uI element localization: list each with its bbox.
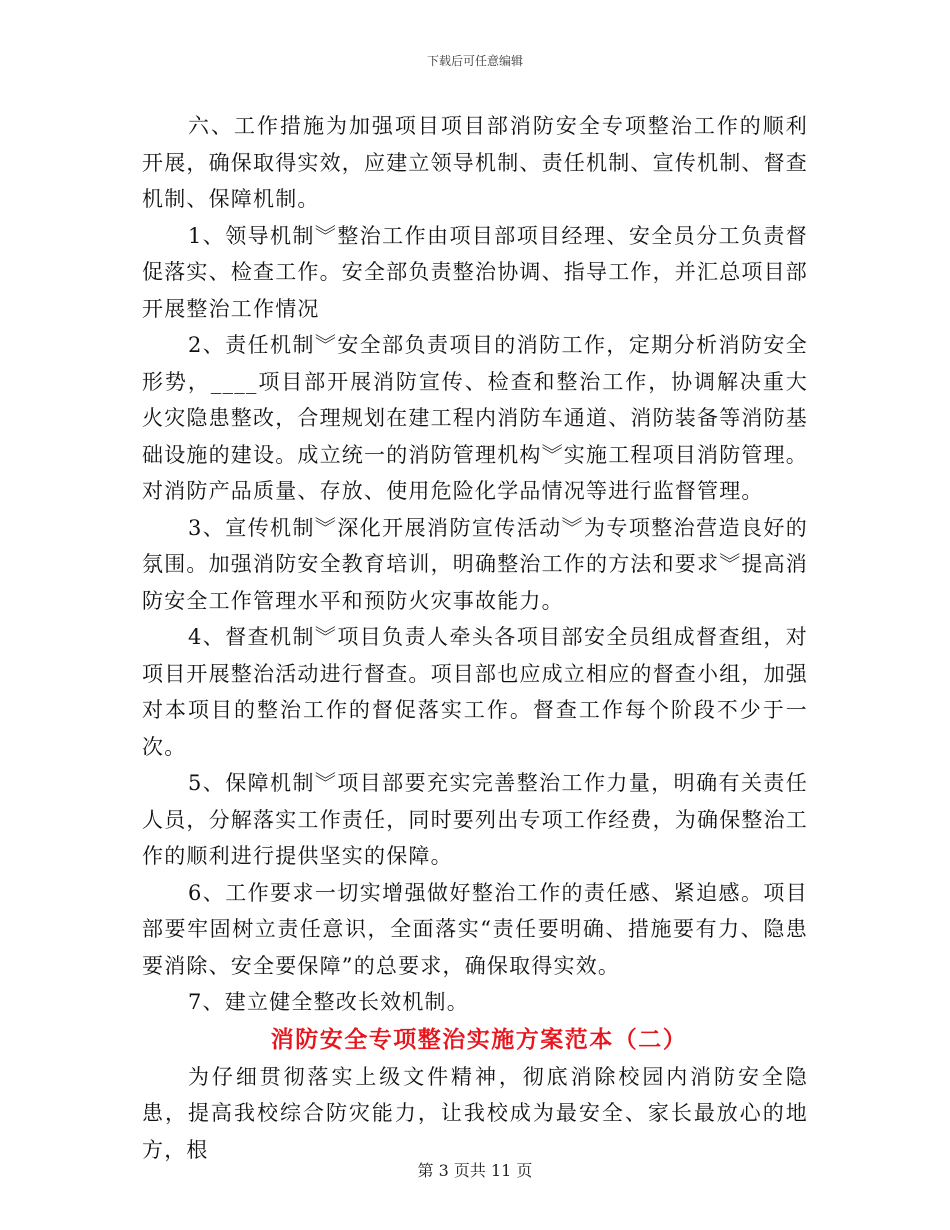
paragraph-work-measures: 六、工作措施为加强项目项目部消防安全专项整治工作的顺利开展，确保取得实效，应建立领导机制、责任机制、宣传机制、督查机制、保障机制。 [142, 114, 808, 211]
paragraph-intro: 为仔细贯彻落实上级文件精神，彻底消除校园内消防安全隐患，提高我校综合防灾能力，让我校成为最安全、家长最放心的地方，根 [142, 1064, 808, 1162]
paragraph-long-term-mechanism: 7、建立健全整改长效机制。 [188, 990, 469, 1014]
paragraph-leadership-mechanism: 1、领导机制︾整治工作由项目部项目经理、安全员分工负责督促落实、检查工作。安全部负责整治协调、指导工作，并汇总项目部开展整治工作情况 [142, 223, 808, 321]
paragraph-supervision-mechanism: 4、督查机制︾项目负责人牵头各项目部安全员组成督查组，对项目开展整治活动进行督查。项目部也应成立相应的督查小组，加强对本项目的整治工作的督促落实工作。督查工作每个阶段不少于一次。 [142, 625, 808, 759]
page-footer: 第 3 页共 11 页 [417, 1161, 533, 1180]
paragraph-work-requirements: 6、工作要求一切实增强做好整治工作的责任感、紧迫感。项目部要牢固树立责任意识，全面落实“责任要明确、措施要有力、隐患要消除、安全要保障”的总要求，确保取得实效。 [142, 880, 808, 978]
page-header: 下载后可任意编辑 [426, 54, 523, 68]
paragraph-guarantee-mechanism: 5、保障机制︾项目部要充实完善整治工作力量，明确有关责任人员，分解落实工作责任，同时要列出专项工作经费，为确保整治工作的顺利进行提供坚实的保障。 [142, 771, 808, 868]
paragraph-publicity-mechanism: 3、宣传机制︾深化开展消防宣传活动︾为专项整治营造良好的氛围。加强消防安全教育培训，明确整治工作的方法和要求︾提高消防安全工作管理水平和预防火灾事故能力。 [142, 515, 808, 613]
document-body [142, 108, 808, 1168]
paragraph-responsibility-mechanism: 2、责任机制︾安全部负责项目的消防工作，定期分析消防安全形势，____项目部开展消防宣传、检查和整治工作，协调解决重大火灾隐患整改，合理规划在建工程内消防车通道、消防装备等消防基础设施的建设。成立统一的消防管理机构︾实施工程项目消防管理。对消防产品质量、存放、使用危险化学品情况等进行监督管理。 [142, 333, 808, 503]
section-title: 消防安全专项整治实施方案范本（二） [270, 1025, 688, 1053]
